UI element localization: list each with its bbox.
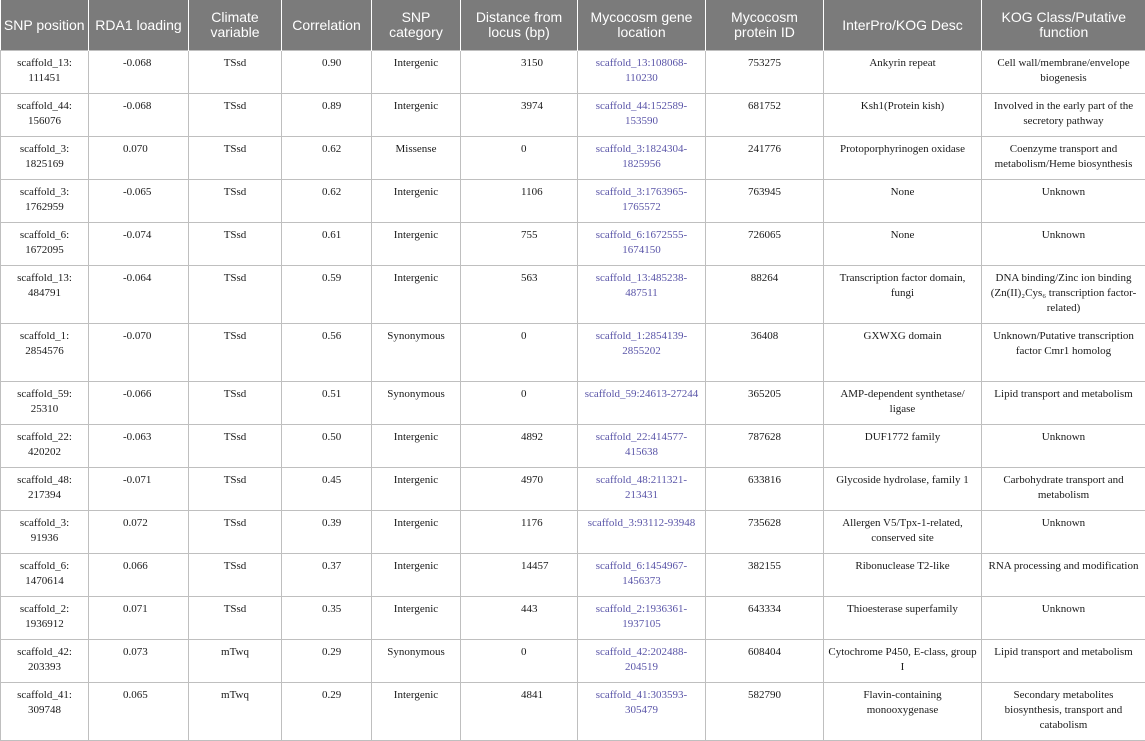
correlation-cell: 0.90 — [282, 51, 372, 94]
interpro-desc-cell: Thioesterase superfamily — [824, 597, 982, 640]
climate-variable-cell: TSsd — [189, 324, 282, 382]
snp-position-cell: scaffold_42: 203393 — [1, 640, 89, 683]
rda1-loading-cell: -0.065 — [89, 180, 189, 223]
table-row — [1, 324, 1145, 382]
distance-cell: 1176 — [461, 511, 578, 554]
climate-variable-cell: TSsd — [189, 597, 282, 640]
table-row — [1, 554, 1145, 597]
snp-category-cell: Intergenic — [372, 554, 461, 597]
correlation-cell: 0.39 — [282, 511, 372, 554]
distance-cell: 0 — [461, 640, 578, 683]
correlation-cell: 0.62 — [282, 137, 372, 180]
rda1-loading-cell: 0.070 — [89, 137, 189, 180]
table-row — [1, 468, 1145, 511]
rda1-loading-cell: -0.068 — [89, 51, 189, 94]
correlation-cell: 0.50 — [282, 425, 372, 468]
protein-id-cell: 36408 — [706, 324, 824, 382]
col-header-rda1-loading: RDA1 loading — [89, 0, 189, 51]
rda1-loading-cell: -0.063 — [89, 425, 189, 468]
kog-class-cell: Cell wall/membrane/envelope biogenesis — [982, 51, 1145, 94]
climate-variable-cell: TSsd — [189, 511, 282, 554]
climate-variable-cell: mTwq — [189, 640, 282, 683]
rda1-loading-cell: -0.068 — [89, 94, 189, 137]
kog-class-cell: Unknown — [982, 511, 1145, 554]
kog-class-cell: Carbohydrate transport and metabolism — [982, 468, 1145, 511]
snp-category-cell: Intergenic — [372, 266, 461, 324]
table-body — [1, 51, 1145, 741]
climate-variable-cell: TSsd — [189, 94, 282, 137]
protein-id-cell: 753275 — [706, 51, 824, 94]
table-row — [1, 137, 1145, 180]
table-row — [1, 266, 1145, 324]
snp-category-cell: Intergenic — [372, 597, 461, 640]
gene-location-link[interactable]: scaffold_2:1936361-1937105 — [578, 597, 706, 640]
correlation-cell: 0.45 — [282, 468, 372, 511]
rda1-loading-cell: 0.071 — [89, 597, 189, 640]
kog-class-cell: Lipid transport and metabolism — [982, 640, 1145, 683]
rda1-loading-cell: -0.074 — [89, 223, 189, 266]
col-header-snp-position: SNP position — [1, 0, 89, 51]
gene-location-link[interactable]: scaffold_1:2854139-2855202 — [578, 324, 706, 382]
correlation-cell: 0.62 — [282, 180, 372, 223]
protein-id-cell: 681752 — [706, 94, 824, 137]
table-row — [1, 640, 1145, 683]
rda1-loading-cell: -0.066 — [89, 382, 189, 425]
kog-class-cell: Unknown/Putative transcription factor Cmr1 homolog — [982, 324, 1145, 382]
col-header-gene-location: Mycocosm gene location — [578, 0, 706, 51]
interpro-desc-cell: Flavin-containing monooxygenase — [824, 683, 982, 741]
rda1-loading-cell: 0.073 — [89, 640, 189, 683]
gene-location-link[interactable]: scaffold_6:1672555-1674150 — [578, 223, 706, 266]
gene-location-link[interactable]: scaffold_42:202488-204519 — [578, 640, 706, 683]
snp-position-cell: scaffold_3: 1825169 — [1, 137, 89, 180]
protein-id-cell: 88264 — [706, 266, 824, 324]
distance-cell: 3974 — [461, 94, 578, 137]
rda1-loading-cell: 0.065 — [89, 683, 189, 741]
snp-category-cell: Intergenic — [372, 180, 461, 223]
correlation-cell: 0.29 — [282, 683, 372, 741]
kog-class-cell: Unknown — [982, 180, 1145, 223]
interpro-desc-cell: AMP-dependent synthetase/ ligase — [824, 382, 982, 425]
climate-variable-cell: TSsd — [189, 425, 282, 468]
interpro-desc-cell: Ksh1(Protein kish) — [824, 94, 982, 137]
distance-cell: 0 — [461, 324, 578, 382]
snp-position-cell: scaffold_1: 2854576 — [1, 324, 89, 382]
gene-location-link[interactable]: scaffold_13:108068-110230 — [578, 51, 706, 94]
distance-cell: 14457 — [461, 554, 578, 597]
protein-id-cell: 382155 — [706, 554, 824, 597]
rda1-loading-cell: 0.072 — [89, 511, 189, 554]
table-row — [1, 511, 1145, 554]
col-header-protein-id: Mycocosm protein ID — [706, 0, 824, 51]
snp-category-cell: Missense — [372, 137, 461, 180]
col-header-distance: Distance from locus (bp) — [461, 0, 578, 51]
rda1-loading-cell: -0.064 — [89, 266, 189, 324]
snp-position-cell: scaffold_2: 1936912 — [1, 597, 89, 640]
snp-position-cell: scaffold_48: 217394 — [1, 468, 89, 511]
protein-id-cell: 763945 — [706, 180, 824, 223]
protein-id-cell: 787628 — [706, 425, 824, 468]
interpro-desc-cell: Ankyrin repeat — [824, 51, 982, 94]
col-header-snp-category: SNP category — [372, 0, 461, 51]
gene-location-link[interactable]: scaffold_6:1454967-1456373 — [578, 554, 706, 597]
interpro-desc-cell: GXWXG domain — [824, 324, 982, 382]
interpro-desc-cell: Allergen V5/Tpx-1-related, conserved site — [824, 511, 982, 554]
correlation-cell: 0.51 — [282, 382, 372, 425]
snp-position-cell: scaffold_41: 309748 — [1, 683, 89, 741]
correlation-cell: 0.35 — [282, 597, 372, 640]
snp-category-cell: Intergenic — [372, 425, 461, 468]
table-row — [1, 223, 1145, 266]
gene-location-link[interactable]: scaffold_3:1824304-1825956 — [578, 137, 706, 180]
snp-category-cell: Intergenic — [372, 51, 461, 94]
rda1-loading-cell: -0.071 — [89, 468, 189, 511]
snp-category-cell: Intergenic — [372, 223, 461, 266]
distance-cell: 1106 — [461, 180, 578, 223]
distance-cell: 755 — [461, 223, 578, 266]
kog-class-cell: DNA binding/Zinc ion binding (Zn(II)₂Cys₆ transcription factor-related) — [982, 266, 1145, 324]
kog-class-cell: Involved in the early part of the secretory pathway — [982, 94, 1145, 137]
distance-cell: 0 — [461, 382, 578, 425]
kog-class-cell: Coenzyme transport and metabolism/Heme biosynthesis — [982, 137, 1145, 180]
col-header-kog-class: KOG Class/Putative function — [982, 0, 1145, 51]
snp-position-cell: scaffold_6: 1470614 — [1, 554, 89, 597]
protein-id-cell: 735628 — [706, 511, 824, 554]
table-row — [1, 51, 1145, 94]
interpro-desc-cell: Ribonuclease T2-like — [824, 554, 982, 597]
snp-position-cell: scaffold_13: 111451 — [1, 51, 89, 94]
gene-location-link[interactable]: scaffold_44:152589-153590 — [578, 94, 706, 137]
snp-category-cell: Intergenic — [372, 94, 461, 137]
gene-location-link[interactable]: scaffold_59:24613-27244 — [578, 382, 706, 425]
protein-id-cell: 633816 — [706, 468, 824, 511]
gene-location-link[interactable]: scaffold_41:303593-305479 — [578, 683, 706, 741]
protein-id-cell: 241776 — [706, 137, 824, 180]
correlation-cell: 0.29 — [282, 640, 372, 683]
climate-variable-cell: TSsd — [189, 137, 282, 180]
gene-location-link[interactable]: scaffold_22:414577-415638 — [578, 425, 706, 468]
interpro-desc-cell: Glycoside hydrolase, family 1 — [824, 468, 982, 511]
interpro-desc-cell: None — [824, 180, 982, 223]
climate-variable-cell: TSsd — [189, 382, 282, 425]
gene-location-link[interactable]: scaffold_3:1763965-1765572 — [578, 180, 706, 223]
kog-class-cell: Lipid transport and metabolism — [982, 382, 1145, 425]
snp-category-cell: Intergenic — [372, 468, 461, 511]
snp-category-cell: Intergenic — [372, 511, 461, 554]
kog-class-cell: RNA processing and modification — [982, 554, 1145, 597]
climate-variable-cell: mTwq — [189, 683, 282, 741]
table-row — [1, 425, 1145, 468]
distance-cell: 443 — [461, 597, 578, 640]
distance-cell: 4970 — [461, 468, 578, 511]
snp-category-cell: Intergenic — [372, 683, 461, 741]
table-header-row — [1, 0, 1145, 51]
snp-position-cell: scaffold_3: 91936 — [1, 511, 89, 554]
table-row — [1, 683, 1145, 741]
correlation-cell: 0.89 — [282, 94, 372, 137]
gene-location-link[interactable]: scaffold_13:485238-487511 — [578, 266, 706, 324]
climate-variable-cell: TSsd — [189, 51, 282, 94]
gene-location-link[interactable]: scaffold_3:93112-93948 — [578, 511, 706, 554]
climate-variable-cell: TSsd — [189, 180, 282, 223]
snp-category-cell: Synonymous — [372, 324, 461, 382]
protein-id-cell: 582790 — [706, 683, 824, 741]
col-header-climate-variable: Climate variable — [189, 0, 282, 51]
protein-id-cell: 643334 — [706, 597, 824, 640]
col-header-correlation: Correlation — [282, 0, 372, 51]
climate-variable-cell: TSsd — [189, 266, 282, 324]
snp-position-cell: scaffold_6: 1672095 — [1, 223, 89, 266]
gene-location-link[interactable]: scaffold_48:211321-213431 — [578, 468, 706, 511]
interpro-desc-cell: Protoporphyrinogen oxidase — [824, 137, 982, 180]
interpro-desc-cell: Cytochrome P450, E-class, group I — [824, 640, 982, 683]
kog-class-cell: Unknown — [982, 223, 1145, 266]
kog-class-cell: Unknown — [982, 425, 1145, 468]
climate-variable-cell: TSsd — [189, 554, 282, 597]
rda1-loading-cell: -0.070 — [89, 324, 189, 382]
snp-position-cell: scaffold_44: 156076 — [1, 94, 89, 137]
table-row — [1, 382, 1145, 425]
interpro-desc-cell: DUF1772 family — [824, 425, 982, 468]
correlation-cell: 0.61 — [282, 223, 372, 266]
kog-class-cell: Secondary metabolites biosynthesis, transport and catabolism — [982, 683, 1145, 741]
protein-id-cell: 608404 — [706, 640, 824, 683]
table-row — [1, 94, 1145, 137]
kog-class-cell: Unknown — [982, 597, 1145, 640]
climate-variable-cell: TSsd — [189, 223, 282, 266]
table-row — [1, 597, 1145, 640]
distance-cell: 3150 — [461, 51, 578, 94]
table-row — [1, 180, 1145, 223]
climate-variable-cell: TSsd — [189, 468, 282, 511]
rda1-loading-cell: 0.066 — [89, 554, 189, 597]
interpro-desc-cell: Transcription factor domain, fungi — [824, 266, 982, 324]
snp-category-cell: Synonymous — [372, 382, 461, 425]
protein-id-cell: 726065 — [706, 223, 824, 266]
interpro-desc-cell: None — [824, 223, 982, 266]
correlation-cell: 0.59 — [282, 266, 372, 324]
distance-cell: 0 — [461, 137, 578, 180]
snp-position-cell: scaffold_13: 484791 — [1, 266, 89, 324]
snp-position-cell: scaffold_22: 420202 — [1, 425, 89, 468]
col-header-interpro-desc: InterPro/KOG Desc — [824, 0, 982, 51]
snp-position-cell: scaffold_3: 1762959 — [1, 180, 89, 223]
correlation-cell: 0.56 — [282, 324, 372, 382]
snp-position-cell: scaffold_59: 25310 — [1, 382, 89, 425]
snp-category-cell: Synonymous — [372, 640, 461, 683]
distance-cell: 4892 — [461, 425, 578, 468]
distance-cell: 4841 — [461, 683, 578, 741]
protein-id-cell: 365205 — [706, 382, 824, 425]
distance-cell: 563 — [461, 266, 578, 324]
correlation-cell: 0.37 — [282, 554, 372, 597]
